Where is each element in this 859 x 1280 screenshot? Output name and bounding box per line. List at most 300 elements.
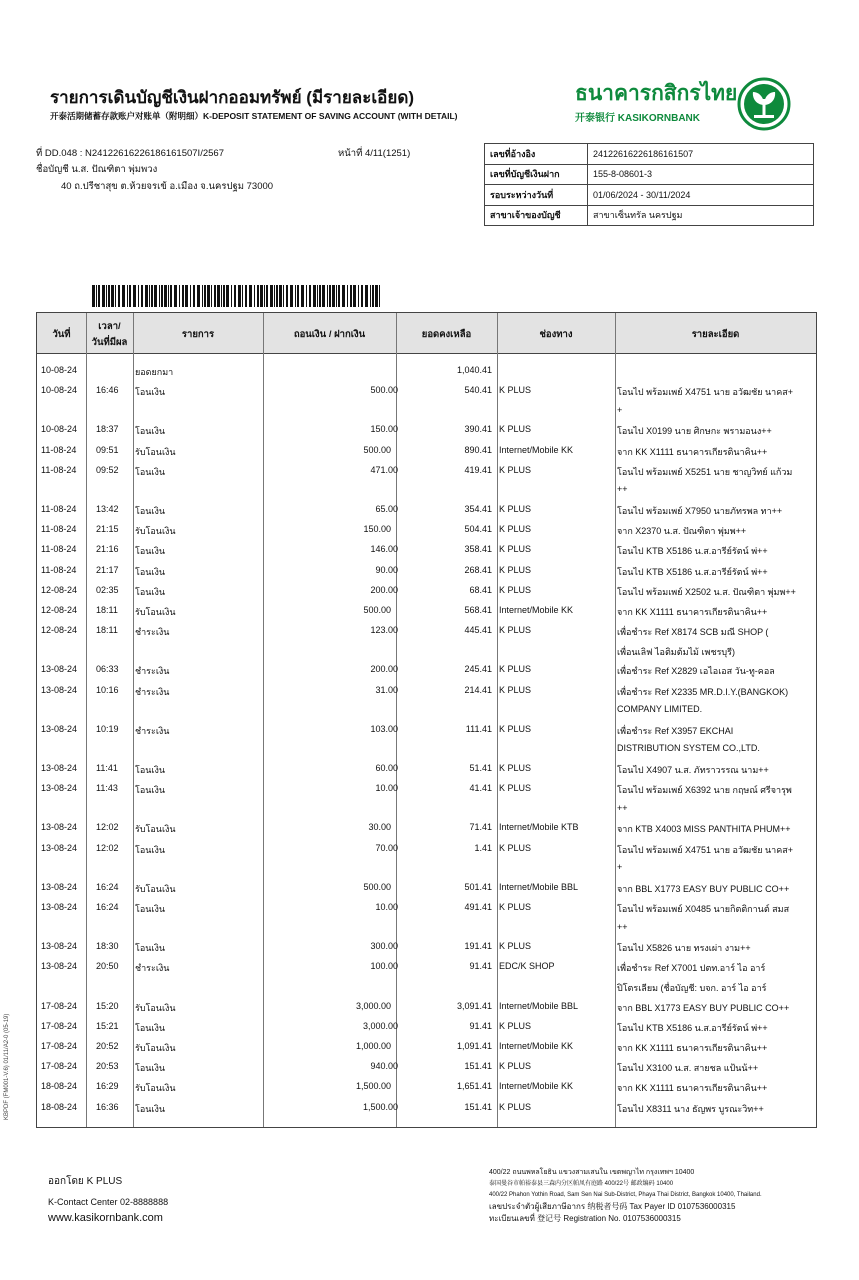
barcode-bar — [234, 285, 236, 307]
barcode-bar — [115, 285, 116, 307]
info-label: รอบระหว่างวันที่ — [485, 185, 588, 206]
barcode-bar — [365, 285, 368, 307]
cell-description: โอนเงิน — [135, 1103, 166, 1114]
cell-description: รับโอนเงิน — [135, 446, 176, 457]
barcode-bar — [245, 285, 247, 307]
cell-detail: โอนไป พร้อมเพย์ X2502 น.ส. ปัณฑิตา พุ่มพ++ — [617, 586, 796, 597]
cell-time: 18:11 — [96, 605, 118, 615]
cell-detail: เพื่อชำระ Ref X8174 SCB มณี SHOP ( — [617, 627, 769, 638]
table-row — [37, 622, 816, 657]
cell-detail: จาก KTB X4003 MISS PANTHITA PHUM++ — [617, 824, 791, 835]
cell-channel: Internet/Mobile BBL — [499, 1000, 579, 1011]
cell-withdrawal: 60.00 — [375, 763, 398, 773]
cell-balance: 68.41 — [469, 584, 492, 595]
barcode-bar — [145, 285, 148, 307]
cell-date: 17-08-24 — [41, 1020, 78, 1031]
barcode-bar — [353, 285, 356, 307]
cell-description: โอนเงิน — [135, 943, 166, 954]
cell-detail-continued: ++ — [617, 802, 628, 813]
cell-description: รับโอนเงิน — [135, 1043, 176, 1053]
cell-channel: K PLUS — [499, 1020, 532, 1031]
barcode-bar — [185, 285, 188, 307]
cell-description: รับโอนเงิน — [135, 1083, 176, 1094]
cell-balance: 51.41 — [469, 763, 492, 773]
cell-description: รับโอนเงิน — [135, 607, 176, 617]
cell-time: 10:16 — [96, 684, 119, 695]
cell-detail: โอนไป พร้อมเพย์ X5251 นาย ชาญวิทย์ แก้วม — [617, 466, 793, 477]
cell-withdrawal: 10.00 — [375, 783, 398, 794]
barcode-bar — [106, 285, 107, 307]
barcode-bar — [336, 285, 337, 307]
barcode-bar — [211, 285, 212, 307]
table-row — [37, 1018, 816, 1038]
table-row — [37, 541, 816, 561]
cell-detail: เพื่อชำระ Ref X3957 EKCHAI — [617, 725, 734, 736]
barcode-bar — [149, 285, 150, 307]
cell-channel: K PLUS — [499, 504, 532, 514]
cell-channel: K PLUS — [499, 684, 532, 695]
form-code: KBPDF (FM001-V.6) 01/11/A2-0 (05-19) — [4, 1013, 10, 1120]
cell-channel: K PLUS — [499, 941, 532, 952]
barcode-bar — [266, 285, 268, 307]
cell-withdrawal: 200.00 — [370, 664, 398, 675]
cell-detail-continued: เพื่อนเลิฟ ไอติมต้มไม้ เพชรบุรี) — [617, 646, 735, 657]
barcode-bar — [370, 285, 371, 307]
info-value: 155-8-08601-3 — [588, 164, 814, 185]
cell-time: 02:35 — [96, 584, 119, 595]
cell-detail: จาก KK X1111 ธนาคารเกียรตินาคิน++ — [617, 1043, 768, 1053]
barcode-bar — [170, 285, 172, 307]
cell-time: 10:19 — [96, 723, 119, 734]
cell-detail: โอนไป KTB X5186 น.ส.อารีย์รัตน์ พ่++ — [617, 546, 768, 557]
cell-time: 16:29 — [96, 1081, 119, 1092]
table-row — [37, 998, 816, 1018]
cell-time: 15:21 — [96, 1020, 119, 1031]
table-row — [37, 780, 816, 813]
cell-channel: Internet/Mobile KK — [499, 605, 574, 615]
cell-date: 13-08-24 — [41, 684, 78, 695]
cell-balance: 191.41 — [464, 941, 492, 952]
barcode-bar — [270, 285, 273, 307]
cell-channel: Internet/Mobile KTB — [499, 822, 579, 833]
cell-withdrawal: 70.00 — [375, 842, 398, 853]
barcode-bar — [179, 285, 180, 307]
cell-description: ชำระเงิน — [135, 686, 170, 697]
cell-balance: 445.41 — [464, 625, 492, 636]
cell-date: 18-08-24 — [41, 1081, 78, 1092]
cell-balance: 151.41 — [464, 1101, 492, 1112]
account-address: 40 ถ.ปรีชาสุข ต.ห้วยจรเข้ อ.เมือง จ.นครปฐม 73000 — [61, 181, 274, 192]
cell-date: 13-08-24 — [41, 763, 78, 773]
cell-balance: 491.41 — [464, 902, 492, 912]
cell-date: 18-08-24 — [41, 1101, 78, 1112]
cell-balance: 3,091.41 — [456, 1000, 492, 1011]
cell-balance: 354.41 — [464, 504, 492, 514]
cell-deposit: 500.00 — [363, 444, 391, 455]
cell-date: 11-08-24 — [41, 544, 77, 555]
cell-channel: Internet/Mobile BBL — [499, 881, 579, 892]
cell-date: 13-08-24 — [41, 783, 78, 794]
bank-address-en: 400/22 Phahon Yothin Road, Sam Sen Nai Sub-District, Phaya Thai District, Bangkok 10400, Thailand. — [489, 1192, 762, 1198]
barcode-bar — [338, 285, 340, 307]
cell-detail: โอนไป X8311 นาง ธัญพร บูรณะวิท++ — [617, 1103, 764, 1114]
cell-time: 18:37 — [96, 424, 119, 435]
table-row — [37, 661, 816, 681]
barcode-bar — [122, 285, 125, 307]
barcode-bar — [129, 285, 131, 307]
table-row — [37, 382, 816, 415]
cell-description: โอนเงิน — [135, 904, 166, 914]
document-reference: ที่ DD.048 : N24122616226186161507I/2567 — [36, 148, 224, 159]
barcode-bar — [332, 285, 335, 307]
table-row — [37, 1099, 816, 1119]
table-row — [37, 819, 816, 839]
cell-detail-continued: ++ — [617, 921, 628, 932]
cell-balance: 41.41 — [469, 783, 492, 794]
cell-date: 10-08-24 — [41, 385, 78, 396]
cell-description: ชำระเงิน — [135, 666, 170, 677]
barcode-bar — [264, 285, 265, 307]
barcode-bar — [242, 285, 243, 307]
barcode-bar — [164, 285, 167, 307]
cell-detail: จาก X2370 น.ส. ปัณฑิตา พุ่มพ++ — [617, 526, 747, 537]
info-row — [485, 205, 814, 226]
cell-channel: K PLUS — [499, 902, 532, 912]
cell-withdrawal: 100.00 — [370, 961, 398, 972]
cell-balance: 71.41 — [469, 822, 492, 833]
registration-number: ทะเบียนเลขที่ 登记号 Registration No. 0107536000315 — [489, 1214, 681, 1223]
cell-detail: จาก BBL X1773 EASY BUY PUBLIC CO++ — [617, 883, 790, 894]
cell-channel: Internet/Mobile KK — [499, 444, 574, 455]
cell-withdrawal: 90.00 — [375, 564, 398, 575]
info-row — [485, 164, 814, 185]
cell-description: ยอดยกมา — [135, 367, 174, 377]
account-info-table — [484, 143, 814, 226]
cell-balance: 268.41 — [464, 564, 492, 575]
cell-detail: โอนไป พร้อมเพย์ X0485 นายกิตติกานต์ สมส — [617, 904, 790, 914]
cell-balance: 1.41 — [474, 842, 492, 853]
col-effective-header: วันที่มีผล — [91, 337, 128, 348]
barcode-bar — [254, 285, 255, 307]
cell-time: 11:43 — [96, 783, 118, 794]
table-row — [37, 760, 816, 780]
cell-time: 16:24 — [96, 902, 119, 912]
barcode-bar — [286, 285, 288, 307]
cell-deposit: 30.00 — [368, 822, 391, 833]
barcode-bar — [174, 285, 177, 307]
barcode-bar — [111, 285, 114, 307]
cell-description: รับโอนเงิน — [135, 1002, 176, 1013]
cell-time: 20:52 — [96, 1041, 119, 1051]
info-value: 24122616226186161507 — [588, 144, 814, 165]
table-row — [37, 1038, 816, 1058]
cell-description: รับโอนเงิน — [135, 824, 176, 835]
cell-description: โอนเงิน — [135, 566, 166, 577]
cell-time: 12:02 — [96, 822, 119, 833]
cell-description: โอนเงิน — [135, 586, 166, 597]
barcode-bar — [127, 285, 128, 307]
cell-description: โอนเงิน — [135, 1022, 166, 1033]
barcode-bar — [329, 285, 331, 307]
cell-date: 17-08-24 — [41, 1041, 78, 1051]
barcode-bar — [193, 285, 195, 307]
barcode-bar — [306, 285, 307, 307]
barcode-bar — [197, 285, 200, 307]
table-header — [37, 313, 816, 354]
barcode-bar — [347, 285, 348, 307]
cell-date: 13-08-24 — [41, 822, 78, 833]
cell-time: 20:50 — [96, 961, 119, 972]
barcode-bar — [223, 285, 225, 307]
page-number: หน้าที่ 4/11(1251) — [338, 148, 411, 159]
cell-balance: 540.41 — [464, 385, 492, 396]
barcode-bar — [375, 285, 378, 307]
cell-detail: โอนไป X0199 นาย ศิกษกะ พรามอนง++ — [617, 426, 772, 437]
cell-withdrawal: 471.00 — [370, 464, 398, 475]
table-row — [37, 1078, 816, 1098]
cell-time: 11:41 — [96, 763, 118, 773]
cell-detail: โอนไป X5826 นาย ทรงเผ่า งาม++ — [617, 943, 751, 954]
cell-channel: K PLUS — [499, 524, 532, 535]
cell-balance: 568.41 — [464, 605, 492, 615]
info-row — [485, 185, 814, 206]
cell-description: โอนเงิน — [135, 466, 166, 477]
cell-channel: K PLUS — [499, 763, 532, 773]
barcode-bar — [231, 285, 232, 307]
cell-time: 16:36 — [96, 1101, 119, 1112]
barcode-bar — [257, 285, 259, 307]
statement-title: รายการเดินบัญชีเงินฝากออมทรัพย์ (มีรายละเอียด) — [50, 88, 415, 107]
cell-channel: EDC/K SHOP — [499, 961, 555, 972]
barcode-bar — [221, 285, 222, 307]
cell-detail: โอนไป พร้อมเพย์ X4751 นาย อวัฒชัย นาคส+ — [617, 387, 793, 398]
cell-withdrawal: 146.00 — [370, 544, 398, 555]
cell-description: โอนเงิน — [135, 785, 166, 796]
barcode-bar — [372, 285, 374, 307]
cell-detail: เพื่อชำระ Ref X7001 ปตท.อาร์ ไอ อาร์ — [617, 963, 766, 974]
cell-withdrawal: 500.00 — [370, 385, 398, 396]
barcode-bar — [301, 285, 304, 307]
barcode-bar — [226, 285, 229, 307]
info-label: สาขาเจ้าของบัญชี — [485, 205, 588, 226]
barcode — [92, 285, 382, 307]
website-link[interactable]: www.kasikornbank.com — [48, 1212, 163, 1224]
issued-by: ออกโดย K PLUS — [48, 1176, 123, 1187]
barcode-bar — [141, 285, 143, 307]
col-time-header: เวลา/ — [98, 321, 121, 332]
cell-description: โอนเงิน — [135, 387, 166, 398]
cell-date: 12-08-24 — [41, 625, 78, 636]
table-row — [37, 562, 816, 582]
cell-date: 12-08-24 — [41, 584, 78, 595]
cell-date: 11-08-24 — [41, 524, 77, 535]
cell-time: 20:53 — [96, 1061, 119, 1072]
table-row — [37, 501, 816, 521]
cell-balance: 1,651.41 — [456, 1081, 492, 1092]
barcode-bar — [118, 285, 120, 307]
cell-date: 13-08-24 — [41, 842, 78, 853]
cell-date: 11-08-24 — [41, 504, 77, 514]
cell-description: โอนเงิน — [135, 546, 166, 557]
cell-detail-continued: + — [617, 404, 623, 415]
cell-detail: จาก KK X1111 ธนาคารเกียรตินาคิน++ — [617, 446, 768, 457]
cell-detail: จาก BBL X1773 EASY BUY PUBLIC CO++ — [617, 1002, 790, 1013]
barcode-bar — [361, 285, 363, 307]
cell-channel: K PLUS — [499, 385, 532, 396]
barcode-bar — [108, 285, 110, 307]
barcode-bar — [309, 285, 311, 307]
bank-name-th: ธนาคารกสิกรไทย — [575, 82, 738, 105]
barcode-bar — [358, 285, 359, 307]
cell-balance: 151.41 — [464, 1061, 492, 1072]
col-detail-header: รายละเอียด — [691, 329, 740, 340]
cell-withdrawal: 65.00 — [375, 504, 398, 514]
barcode-bar — [342, 285, 345, 307]
cell-balance: 358.41 — [464, 544, 492, 555]
cell-deposit: 500.00 — [363, 881, 391, 892]
barcode-bar — [350, 285, 352, 307]
cell-detail-continued: DISTRIBUTION SYSTEM CO.,LTD. — [617, 743, 760, 754]
cell-balance: 245.41 — [464, 664, 492, 675]
cell-date: 13-08-24 — [41, 941, 78, 952]
cell-channel: Internet/Mobile KK — [499, 1041, 574, 1051]
info-value: 01/06/2024 - 30/11/2024 — [588, 185, 814, 206]
cell-detail: โอนไป KTB X5186 น.ส.อารีย์รัตน์ พ่++ — [617, 566, 768, 577]
cell-detail: โอนไป พร้อมเพย์ X4751 นาย อวัฒชัย นาคส+ — [617, 844, 793, 855]
barcode-bar — [138, 285, 139, 307]
cell-channel: K PLUS — [499, 564, 532, 575]
info-value: สาขาเซ็นทรัล นครปฐม — [588, 205, 814, 226]
cell-date: 11-08-24 — [41, 444, 77, 455]
cell-detail-continued: ++ — [617, 484, 628, 495]
cell-time: 15:20 — [96, 1000, 119, 1011]
cell-balance: 504.41 — [464, 524, 492, 535]
info-label: เลขที่บัญชีเงินฝาก — [485, 164, 588, 185]
statement-subtitle: 开泰活期储蓄存款账户对账单（附明细）K-DEPOSIT STATEMENT OF SAVING ACCOUNT (WITH DETAIL) — [50, 111, 458, 121]
tax-payer-id: เลขประจำตัวผู้เสียภาษีอากร 纳税者号码 Tax Payer ID 0107536000315 — [489, 1202, 736, 1211]
cell-channel: K PLUS — [499, 424, 532, 435]
cell-balance: 419.41 — [464, 464, 492, 475]
info-row — [485, 144, 814, 165]
cell-detail: เพื่อชำระ Ref X2335 MR.D.I.Y.(BANGKOK) — [617, 686, 789, 697]
cell-date: 13-08-24 — [41, 664, 78, 675]
table-row — [37, 958, 816, 993]
cell-detail-continued: + — [617, 862, 623, 873]
cell-time: 16:46 — [96, 385, 119, 396]
table-row — [37, 582, 816, 602]
barcode-bar — [161, 285, 163, 307]
barcode-bar — [283, 285, 284, 307]
barcode-bar — [290, 285, 293, 307]
cell-description: โอนเงิน — [135, 844, 166, 855]
table-row — [37, 462, 816, 495]
col-balance-header: ยอดคงเหลือ — [421, 329, 472, 340]
cell-channel: K PLUS — [499, 842, 532, 853]
barcode-bar — [295, 285, 296, 307]
table-row — [37, 521, 816, 541]
barcode-bar — [238, 285, 241, 307]
cell-description: โอนเงิน — [135, 426, 166, 437]
cell-channel: Internet/Mobile KK — [499, 1081, 574, 1092]
cell-withdrawal: 3,000.00 — [362, 1020, 398, 1031]
cell-detail: โอนไป X4907 น.ส. ภัทราวรรณ นาม++ — [617, 765, 769, 775]
barcode-bar — [214, 285, 216, 307]
cell-withdrawal: 200.00 — [370, 584, 398, 595]
cell-detail: จาก KK X1111 ธนาคารเกียรตินาคิน++ — [617, 1083, 768, 1094]
contact-center: K-Contact Center 02-8888888 — [48, 1197, 169, 1207]
cell-balance: 890.41 — [464, 444, 492, 455]
barcode-bar — [249, 285, 252, 307]
cell-channel: K PLUS — [499, 464, 532, 475]
info-label: เลขที่อ้างอิง — [485, 144, 588, 165]
cell-withdrawal: 31.00 — [375, 684, 398, 695]
cell-description: ชำระเงิน — [135, 963, 170, 974]
col-amount-header: ถอนเงิน / ฝากเงิน — [293, 329, 366, 340]
cell-balance: 91.41 — [469, 1020, 492, 1031]
cell-detail: โอนไป X3100 น.ส. สายชล แป้นน้++ — [617, 1063, 759, 1074]
cell-withdrawal: 150.00 — [370, 424, 398, 435]
cell-channel: K PLUS — [499, 783, 532, 794]
cell-date: 13-08-24 — [41, 961, 78, 972]
cell-channel: K PLUS — [499, 723, 532, 734]
cell-channel: K PLUS — [499, 625, 532, 636]
cell-time: 06:33 — [96, 664, 119, 675]
cell-deposit: 1,000.00 — [355, 1041, 391, 1051]
statement-table — [36, 312, 817, 1128]
cell-date: 13-08-24 — [41, 881, 78, 892]
cell-time: 21:16 — [96, 544, 119, 555]
barcode-bar — [154, 285, 157, 307]
bank-name-en: 开泰银行 KASIKORNBANK — [575, 113, 700, 124]
bank-address-th: 400/22 ถนนพหลโยธิน แขวงสามเสนใน เขตพญาไท กรุงเทพฯ 10400 — [489, 1169, 695, 1176]
cell-date: 10-08-24 — [41, 365, 78, 375]
cell-description: ชำระเงิน — [135, 725, 170, 736]
cell-date: 17-08-24 — [41, 1000, 78, 1011]
col-desc-header: รายการ — [181, 329, 215, 340]
cell-withdrawal: 10.00 — [375, 902, 398, 912]
table-row — [37, 840, 816, 873]
cell-time: 13:42 — [96, 504, 119, 514]
barcode-bar — [217, 285, 220, 307]
cell-time: 21:15 — [96, 524, 119, 535]
cell-withdrawal: 940.00 — [370, 1061, 398, 1072]
cell-withdrawal: 123.00 — [370, 625, 398, 636]
table-row — [37, 442, 816, 462]
cell-deposit: 1,500.00 — [355, 1081, 391, 1092]
barcode-bar — [276, 285, 278, 307]
table-row — [37, 362, 816, 382]
barcode-bar — [327, 285, 328, 307]
barcode-bar — [379, 285, 380, 307]
cell-channel: K PLUS — [499, 1101, 532, 1112]
cell-detail: เพื่อชำระ Ref X2829 เอไอเอส วัน-ทู-คอล — [617, 666, 775, 677]
cell-date: 13-08-24 — [41, 723, 78, 734]
table-row — [37, 879, 816, 899]
barcode-bar — [190, 285, 191, 307]
barcode-bar — [168, 285, 169, 307]
cell-time: 09:51 — [96, 444, 119, 455]
cell-description: ชำระเงิน — [135, 627, 170, 638]
cell-date: 13-08-24 — [41, 902, 78, 912]
account-name: ชื่อบัญชี น.ส. ปัณฑิตา พุ่มพวง — [36, 164, 158, 175]
cell-withdrawal: 300.00 — [370, 941, 398, 952]
barcode-bar — [151, 285, 153, 307]
table-row — [37, 682, 816, 715]
table-row — [37, 602, 816, 622]
cell-description: รับโอนเงิน — [135, 883, 176, 894]
col-date-header: วันที่ — [52, 329, 71, 340]
barcode-bar — [260, 285, 263, 307]
